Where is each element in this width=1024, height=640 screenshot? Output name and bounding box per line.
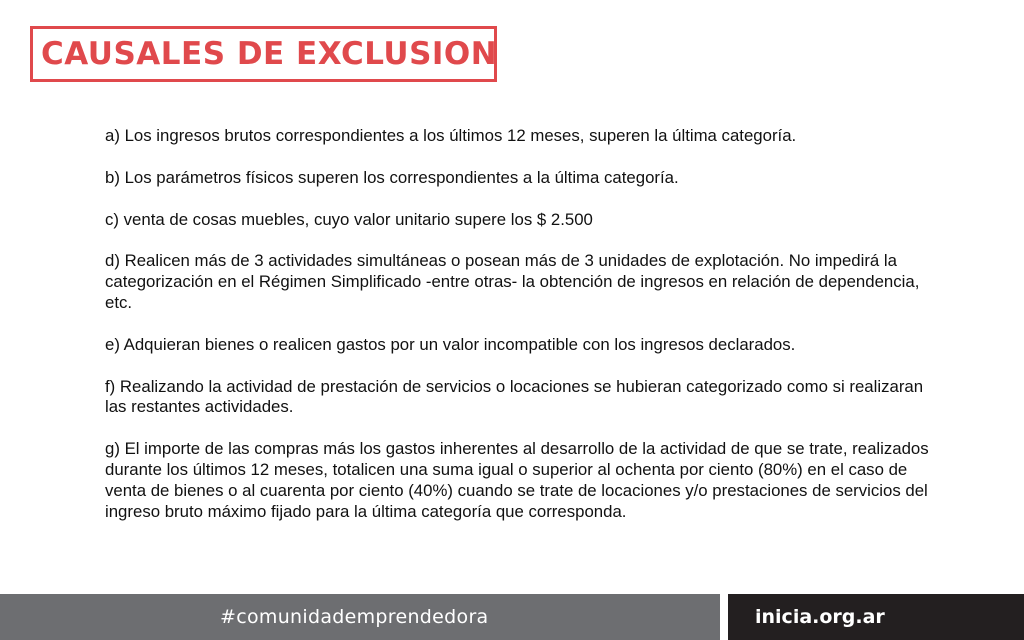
list-item-f: f) Realizando la actividad de prestación de servicios o locaciones se hubieran categorizado como si realizaran las restantes actividades.: [105, 376, 924, 417]
list-item-a: a) Los ingresos brutos correspondientes a los últimos 12 meses, superen la última categoría.: [105, 126, 797, 145]
exclusion-list: [105, 126, 935, 543]
footer-hashtag-bar: [0, 594, 720, 640]
footer-hashtag: #comunidademprendedora: [220, 606, 489, 628]
page-title: CAUSALES DE EXCLUSION: [41, 35, 498, 72]
list-item-d: d) Realicen más de 3 actividades simultáneas o posean más de 3 unidades de explotación. No impedirá la categorización en el Régimen Simplificado -entre otras- la obtención de ingresos en relación de dependencia, etc.: [105, 251, 920, 312]
list-item-e: e) Adquieran bienes o realicen gastos por un valor incompatible con los ingresos declarados.: [105, 334, 796, 354]
title-box: [30, 26, 497, 82]
list-item-b: b) Los parámetros físicos superen los correspondientes a la última categoría.: [105, 167, 679, 187]
footer-site-link[interactable]: inicia.org.ar: [755, 606, 885, 628]
list-item-c: c) venta de cosas muebles, cuyo valor unitario supere los $ 2.500: [105, 209, 593, 229]
list-item-g: g) El importe de las compras más los gastos inherentes al desarrollo de la actividad de que se trate, realizados durante los últimos 12 meses, totalicen una suma igual o superior al ochenta por ciento (80%) en el caso de venta de bienes o al cuarenta por ciento (40%) cuando se trate de locaciones y/o prestaciones de servicios del ingreso bruto máximo fijado para la última categoría que corresponda.: [105, 439, 929, 521]
footer-site-bar: [728, 594, 1024, 640]
